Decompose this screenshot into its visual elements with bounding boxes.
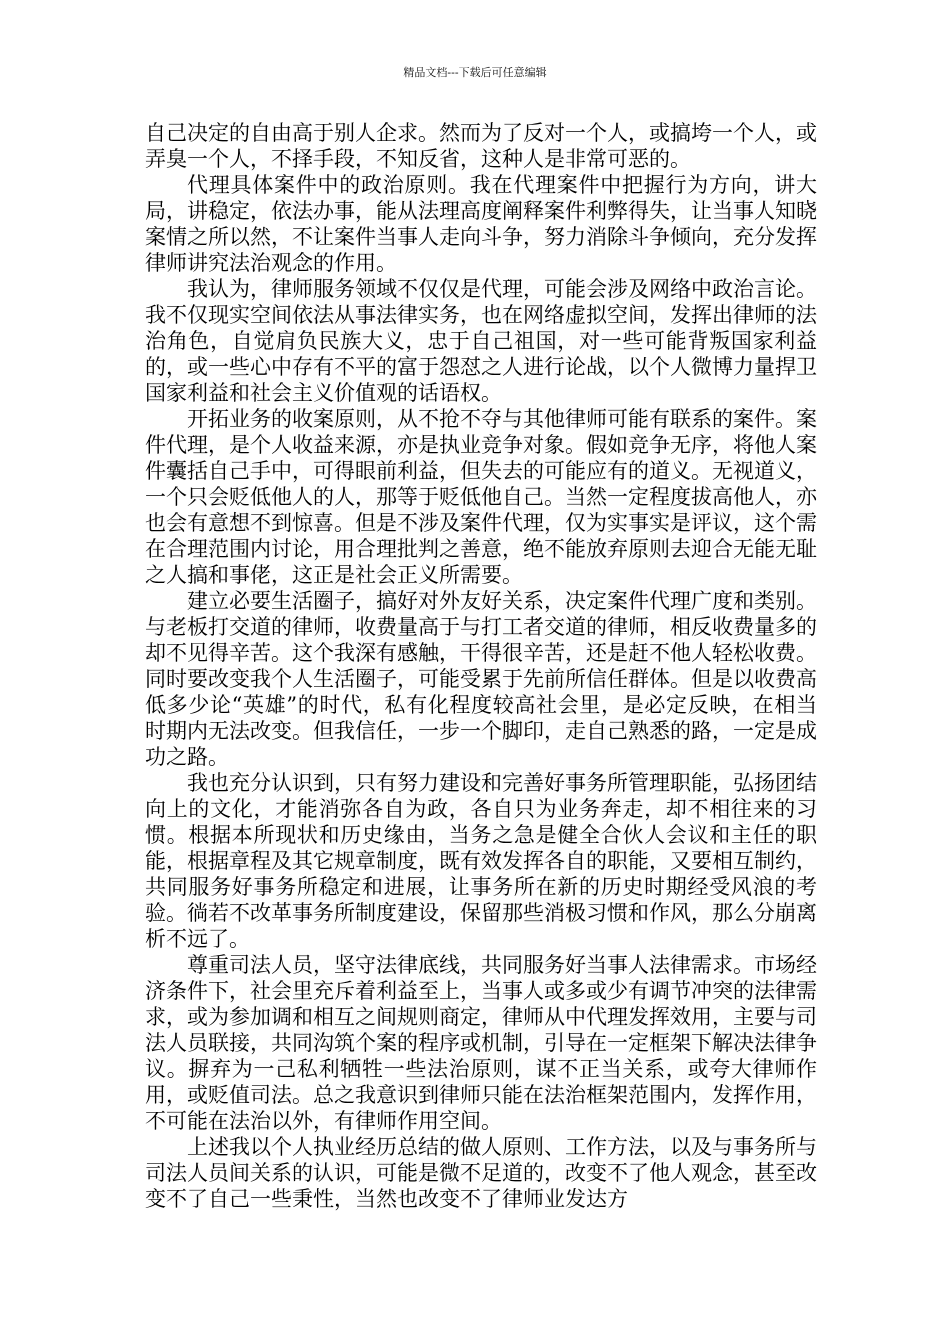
paragraph: 上述我以个人执业经历总结的做人原则、工作方法，以及与事务所与司法人员间关系的认识，可能是微不足道的，改变不了他人观念，甚至改变不了自己一些秉性，当然也改变不了律师业发达方 (145, 1135, 817, 1211)
paragraph-continued: 自己决定的自由高于别人企求。然而为了反对一个人，或搞垮一个人，或弄臭一个人，不择手段，不知反省，这种人是非常可恶的。 (145, 121, 817, 171)
paragraph: 代理具体案件中的政治原则。我在代理案件中把握行为方向，讲大局，讲稳定，依法办事，能从法理高度阐释案件利弊得失，让当事人知晓案情之所以然，不让案件当事人走向斗争，努力消除斗争倾向，充分发挥律师讲究法治观念的作用。 (145, 173, 817, 275)
page-header: 精品文档---下载后可任意编辑 (403, 66, 547, 79)
paragraph: 我也充分认识到，只有努力建设和完善好事务所管理职能，弘扬团结向上的文化，才能消弥各自为政，各自只为业务奔走，却不相往来的习惯。根据本所现状和历史缘由，当务之急是健全合伙人会议和主任的职能，根据章程及其它规章制度，既有效发挥各自的职能，又要相互制约，共同服务好事务所稳定和进展，让事务所在新的历史时期经受风浪的考验。徜若不改革事务所制度建设，保留那些消极习惯和作风，那么分崩离析不远了。 (145, 771, 817, 951)
document-body (145, 120, 817, 1212)
paragraph: 建立必要生活圈子，搞好对外友好关系，决定案件代理广度和类别。与老板打交道的律师，收费量高于与打工者交道的律师，相反收费量多的却不见得辛苦。这个我深有感触，干得很辛苦，还是赶不他人轻松收费。同时要改变我个人生活圈子，可能受累于先前所信任群体。但是以收费高低多少论“英雄”的时代，私有化程度较高社会里，是必定反映，在相当时期内无法改变。但我信任，一步一个脚印，走自己熟悉的路，一定是成功之路。 (145, 589, 817, 769)
paragraph: 我认为，律师服务领域不仅仅是代理，可能会涉及网络中政治言论。我不仅现实空间依法从事法律实务，也在网络虚拟空间，发挥出律师的法治角色，自觉肩负民族大义，忠于自己祖国，对一些可能背叛国家利益的，或一些心中存有不平的富于怨怼之人进行论战，以个人微博力量捍卫国家利益和社会主义价值观的话语权。 (145, 277, 817, 405)
paragraph: 尊重司法人员，坚守法律底线，共同服务好当事人法律需求。市场经济条件下，社会里充斥着利益至上，当事人或多或少有调节冲突的法律需求，或为参加调和相互之间规则商定，律师从中代理发挥效用，主要与司法人员联接，共同沟筑个案的程序或机制，引导在一定框架下解决法律争议。摒弃为一己私利牺牲一些法治原则，谋不正当关系，或夸大律师作用，或贬值司法。总之我意识到律师只能在法治框架范围内，发挥作用，不可能在法治以外，有律师作用空间。 (145, 953, 817, 1133)
paragraph: 开拓业务的收案原则，从不抢不夺与其他律师可能有联系的案件。案件代理，是个人收益来源，亦是执业竞争对象。假如竞争无序，将他人案件囊括自己手中，可得眼前利益，但失去的可能应有的道义。无视道义，一个只会贬低他人的人，那等于贬低他自己。当然一定程度拔高他人，亦也会有意想不到惊喜。但是不涉及案件代理，仅为实事实是评议，这个需在合理范围内讨论，用合理批判之善意，绝不能放弃原则去迎合无能无耻之人搞和事佬，这正是社会正义所需要。 (145, 407, 817, 587)
